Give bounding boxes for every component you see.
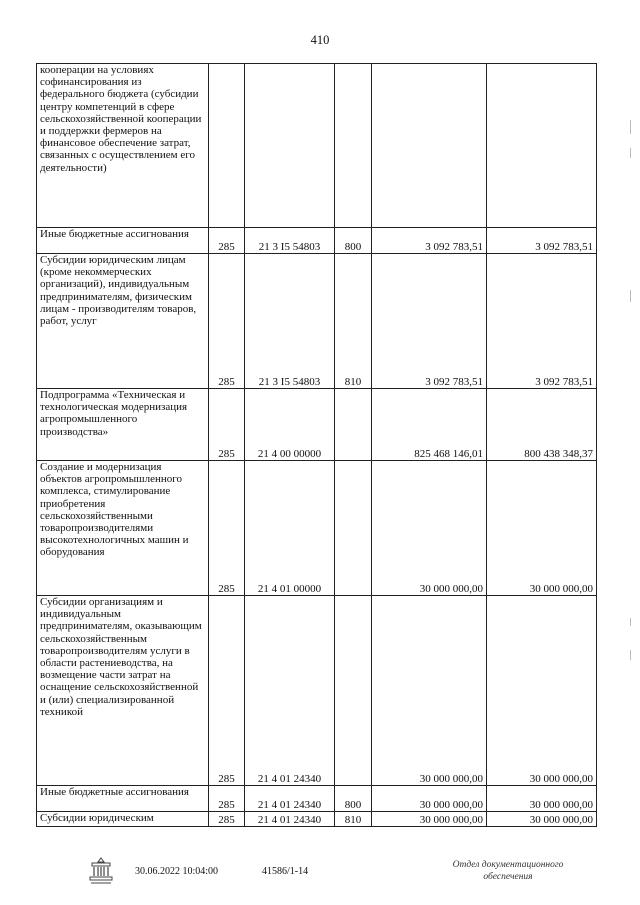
table-cell-sum-2022: 30 000 000,00 [372, 812, 487, 827]
table-cell-sum-2023: 30 000 000,00 [487, 461, 597, 596]
table-cell-target: 21 4 01 24340 [245, 596, 335, 786]
table-cell-name: Иные бюджетные ассигнования [37, 786, 209, 812]
scan-edge-mark [630, 650, 631, 660]
table-cell-sum-2023: 30 000 000,00 [487, 786, 597, 812]
table-cell-target: 21 4 01 24340 [245, 812, 335, 827]
scan-edge-mark [630, 618, 631, 626]
table-row [37, 64, 597, 228]
table-cell-vr: 800 [335, 228, 372, 254]
table-cell-sum-2023: 3 092 783,51 [487, 228, 597, 254]
table-cell-vr: 810 [335, 254, 372, 389]
table-cell-ministry: 285 [209, 254, 245, 389]
table-cell-vr [335, 389, 372, 461]
registration-number: 41586/1-14 [262, 866, 309, 877]
table-cell-sum-2022: 3 092 783,51 [372, 228, 487, 254]
scan-edge-mark [630, 290, 631, 302]
table-cell-vr [335, 596, 372, 786]
table-cell-ministry: 285 [209, 389, 245, 461]
print-timestamp: 30.06.2022 10:04:00 [135, 866, 219, 877]
scan-edge-mark [630, 148, 631, 158]
table-cell-vr [335, 64, 372, 228]
table-cell-sum-2023: 30 000 000,00 [487, 596, 597, 786]
table-cell-sum-2022: 30 000 000,00 [372, 786, 487, 812]
table-cell-target: 21 4 01 24340 [245, 786, 335, 812]
scan-edge-mark [630, 120, 631, 134]
table-cell-ministry: 285 [209, 786, 245, 812]
duma-emblem-icon [88, 856, 114, 886]
table-cell-sum-2022: 30 000 000,00 [372, 596, 487, 786]
table-cell-name: Субсидии юридическим [37, 812, 209, 827]
table-cell-sum-2022: 30 000 000,00 [372, 461, 487, 596]
table-cell-target: 21 4 00 00000 [245, 389, 335, 461]
table-row [37, 389, 597, 461]
table-row [37, 596, 597, 786]
table-row [37, 786, 597, 812]
table-cell-sum-2022: 825 468 146,01 [372, 389, 487, 461]
table-row [37, 228, 597, 254]
table-cell-name: Подпрограмма «Техническая и технологическая модернизация агропромышленного производства» [37, 389, 209, 461]
table-cell-vr [335, 461, 372, 596]
table-cell-name: Субсидии организациям и индивидуальным предпринимателям, оказывающим сельскохозяйственным товаропроизводителям услуги в области растениеводства, на возмещение части затрат на оснащение сельскохозяйственной и (или) специализированной техникой [37, 596, 209, 786]
table-cell-vr: 810 [335, 812, 372, 827]
table-cell-target: 21 4 01 00000 [245, 461, 335, 596]
table-cell-sum-2023: 800 438 348,37 [487, 389, 597, 461]
table-cell-name: кооперации на условиях софинансирования из федерального бюджета (субсидии центру компетенций в сфере сельскохозяйственной кооперации и поддержки фермеров на финансовое обеспечение затрат, связанных с осуществлением его деятельности) [37, 64, 209, 228]
table-cell-sum-2023 [487, 64, 597, 228]
table-row [37, 461, 597, 596]
table-cell-name: Субсидии юридическим лицам (кроме некоммерческих организаций), индивидуальным предпринимателям, физическим лицам - производителям товаров, работ, услуг [37, 254, 209, 389]
table-cell-name: Создание и модернизация объектов агропромышленного комплекса, стимулирование приобретения сельскохозяйственными товаропроизводителями высокотехнологичных машин и оборудования [37, 461, 209, 596]
table-row [37, 254, 597, 389]
department-stamp: Отдел документационного обеспечения [452, 860, 564, 882]
table-row [37, 812, 597, 827]
table-cell-target: 21 3 I5 54803 [245, 228, 335, 254]
table-cell-sum-2023: 3 092 783,51 [487, 254, 597, 389]
budget-table [36, 63, 597, 827]
table-cell-sum-2022: 3 092 783,51 [372, 254, 487, 389]
table-cell-ministry: 285 [209, 461, 245, 596]
table-cell-ministry: 285 [209, 596, 245, 786]
table-cell-ministry: 285 [209, 228, 245, 254]
table-cell-sum-2022 [372, 64, 487, 228]
table-cell-name: Иные бюджетные ассигнования [37, 228, 209, 254]
table-cell-ministry [209, 64, 245, 228]
page-number: 410 [310, 33, 330, 47]
table-cell-sum-2023: 30 000 000,00 [487, 812, 597, 827]
table-cell-vr: 800 [335, 786, 372, 812]
table-cell-target [245, 64, 335, 228]
table-cell-target: 21 3 I5 54803 [245, 254, 335, 389]
table-cell-ministry: 285 [209, 812, 245, 827]
